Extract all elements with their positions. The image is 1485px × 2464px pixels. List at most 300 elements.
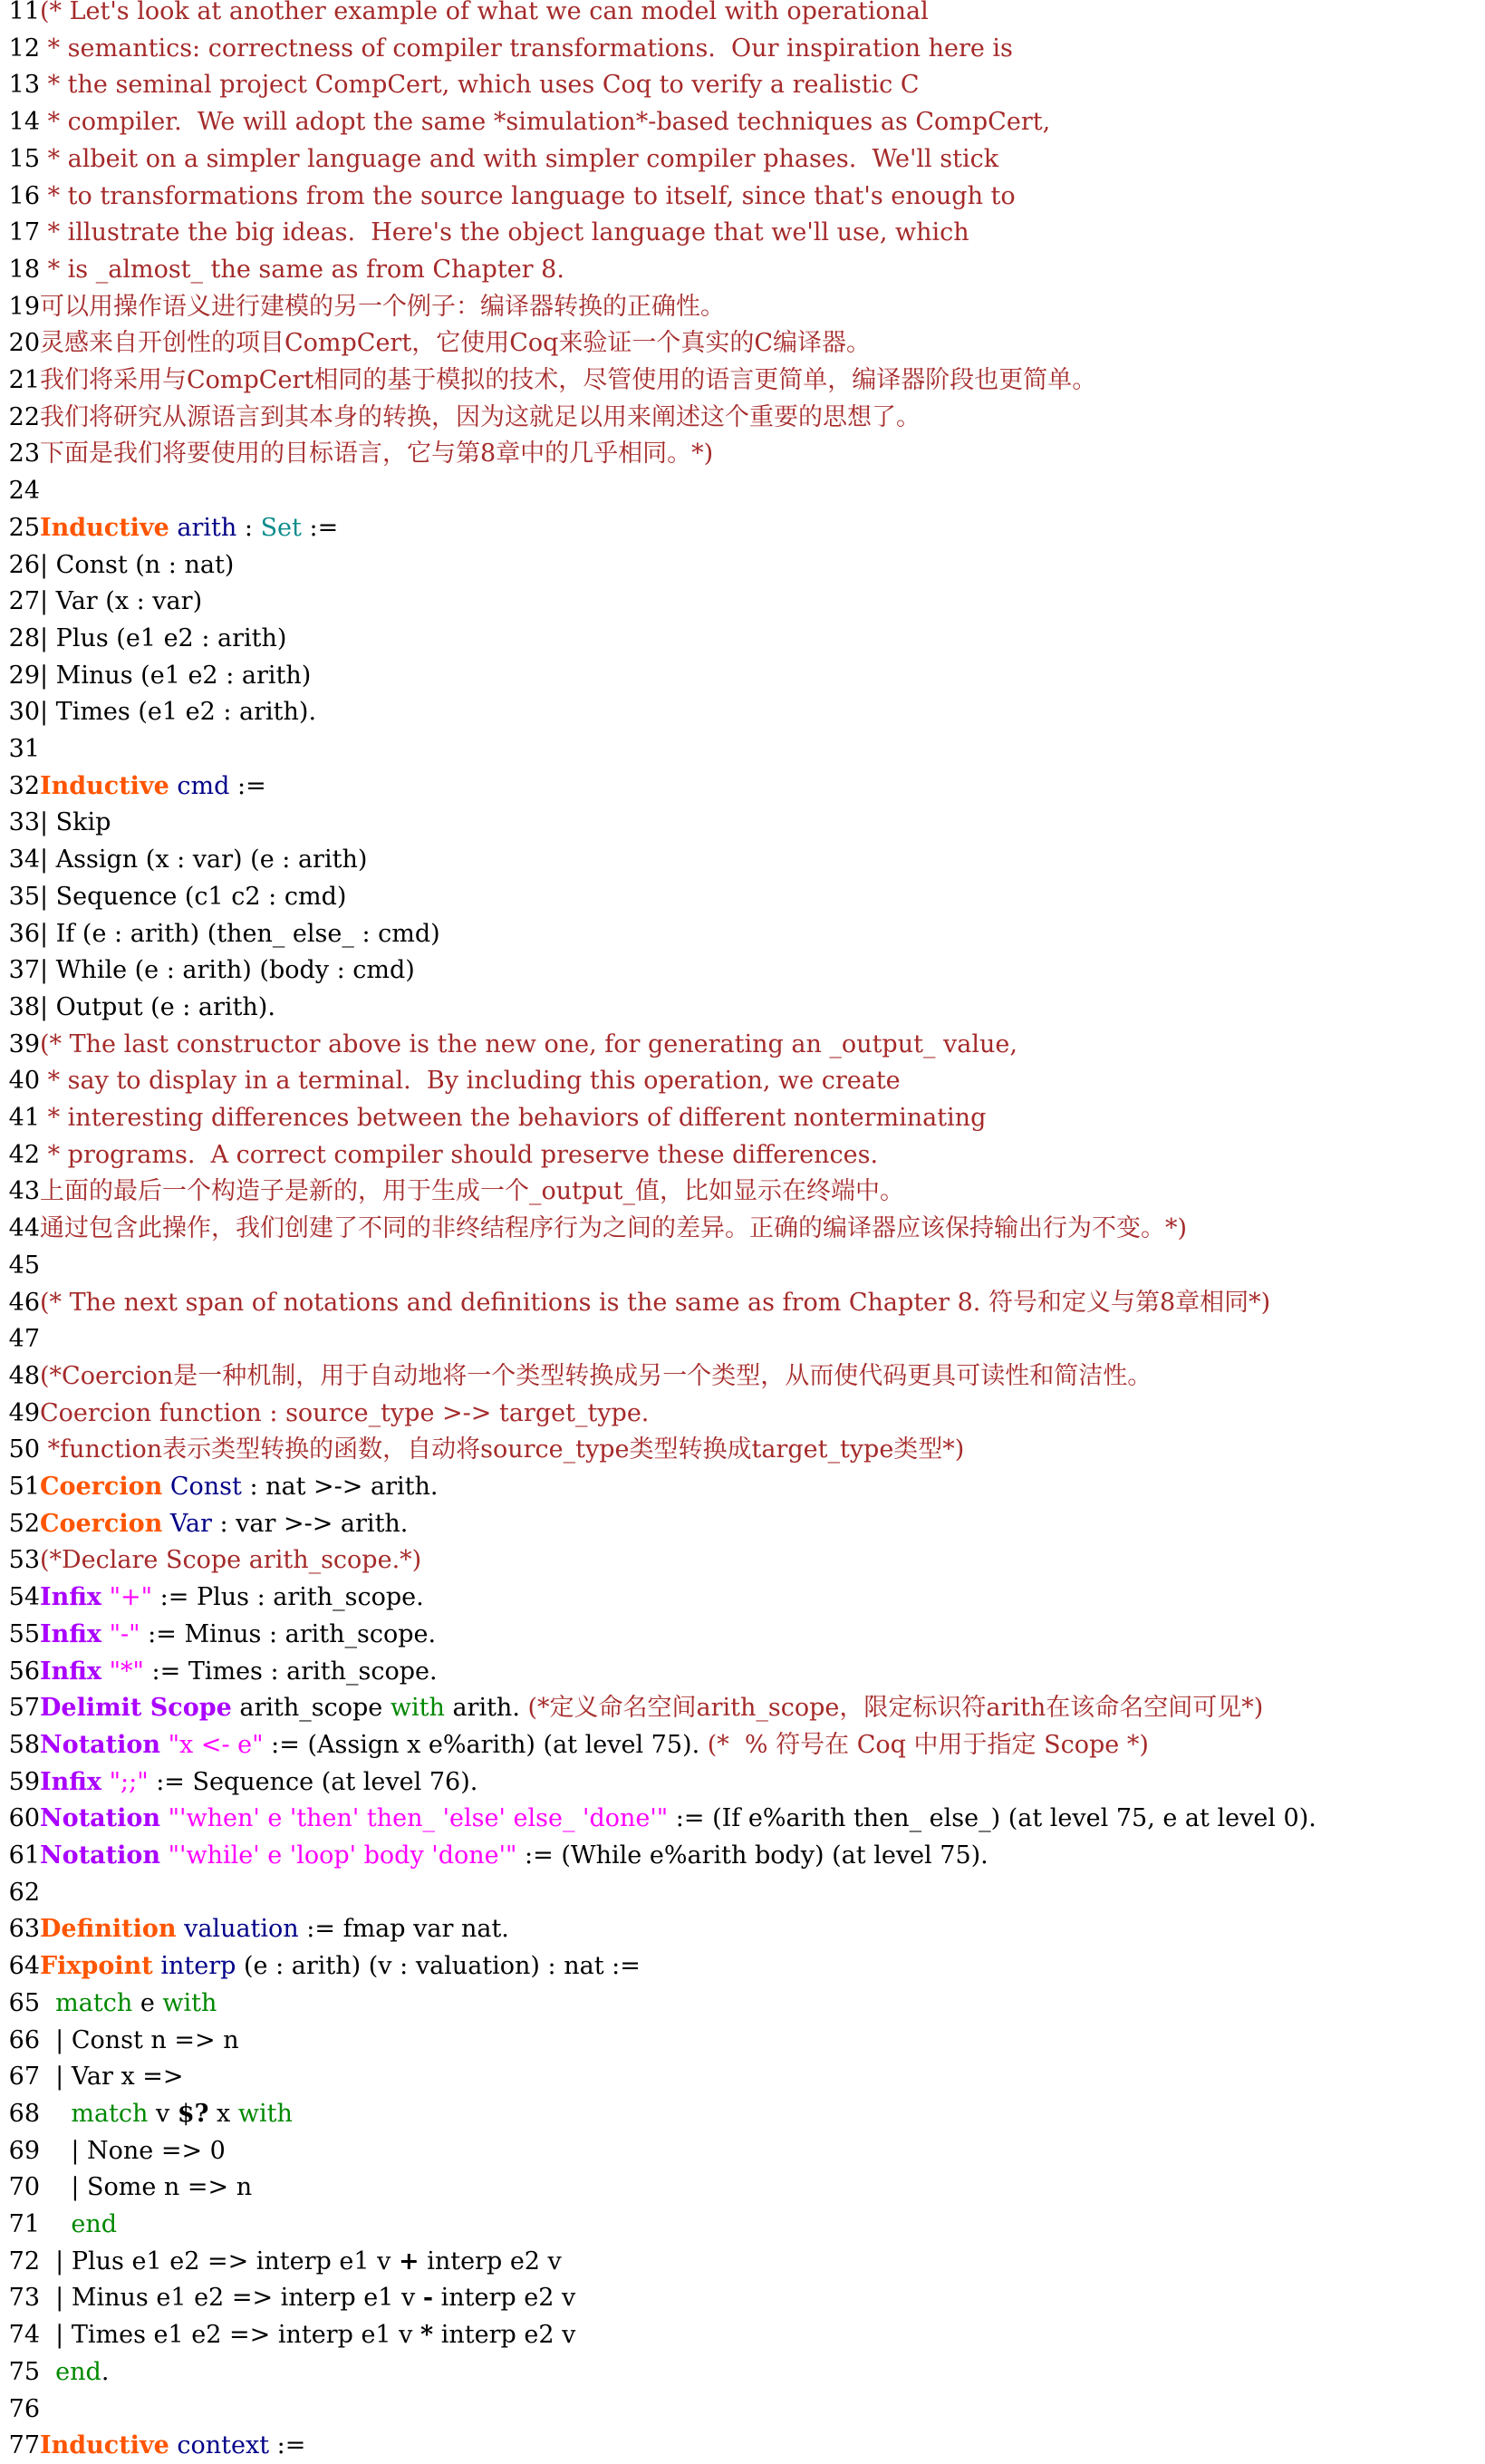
line-text	[40, 182, 1016, 210]
code-token: * is _almost_ the same as from Chapter 8.	[40, 255, 564, 284]
code-line	[0, 1838, 1485, 1874]
code-line	[0, 473, 1485, 509]
code-token	[160, 1841, 169, 1870]
line-number: 33	[8, 808, 40, 837]
line-number: 12	[8, 34, 40, 63]
code-token: 可以用操作语义进行建模的另一个例子：编译器转换的正确性。	[40, 292, 725, 321]
line-text	[40, 403, 921, 431]
code-line	[0, 1948, 1485, 1985]
code-token: Coercion	[40, 1473, 163, 1501]
code-line	[0, 1617, 1485, 1653]
code-token: | Plus e1 e2 => interp e1 v	[40, 2247, 399, 2276]
code-token: Infix	[40, 1583, 101, 1612]
line-number: 64	[8, 1952, 40, 1981]
code-token: * illustrate the big ideas. Here's the object language that we'll use, which	[40, 218, 969, 247]
code-line	[0, 952, 1485, 989]
line-number: 71	[8, 2210, 40, 2238]
code-token: arith_scope	[231, 1694, 391, 1723]
code-token: Inductive	[40, 2431, 169, 2460]
line-number: 32	[8, 771, 40, 800]
code-line	[0, 731, 1485, 768]
code-token: Var	[169, 1509, 212, 1538]
code-token: arith	[177, 513, 237, 542]
code-token: x	[208, 2099, 238, 2128]
line-text	[40, 772, 266, 800]
code-token: context	[177, 2431, 270, 2460]
code-token	[101, 1620, 110, 1648]
code-line	[0, 2059, 1485, 2095]
line-number: 62	[8, 1878, 40, 1907]
code-token: | Var x =>	[40, 2063, 184, 2092]
code-token: | Minus (e1 e2 : arith)	[40, 661, 312, 690]
line-text	[40, 808, 111, 836]
code-line	[0, 1986, 1485, 2022]
code-line	[0, 252, 1485, 288]
line-text	[40, 2210, 117, 2238]
code-token: (* % 符号在 Coq 中用于指定 Scope *)	[707, 1730, 1149, 1759]
code-token: Coercion function : source_type >-> target_type.	[40, 1398, 650, 1427]
code-token: arith.	[444, 1694, 528, 1723]
line-text	[40, 1546, 421, 1574]
line-text	[40, 1214, 1187, 1242]
code-token	[101, 1768, 110, 1796]
line-text	[40, 34, 1013, 63]
line-number: 41	[8, 1104, 40, 1132]
line-number: 59	[8, 1767, 40, 1796]
line-text	[40, 1804, 1316, 1832]
code-token: cmd	[177, 771, 230, 800]
line-text	[40, 1510, 408, 1538]
code-line	[0, 2354, 1485, 2391]
code-token: "+"	[109, 1583, 153, 1612]
code-token	[176, 1915, 184, 1943]
code-token: "'while' e 'loop' body 'done'"	[168, 1841, 517, 1870]
code-token: interp e2 v	[433, 2321, 576, 2350]
code-line	[0, 0, 1485, 30]
code-token: end	[71, 2210, 117, 2238]
code-line	[0, 1358, 1485, 1395]
line-text	[40, 2137, 226, 2165]
code-line	[0, 1174, 1485, 1210]
code-token: end	[55, 2357, 101, 2386]
line-number: 49	[8, 1398, 40, 1427]
code-line	[0, 1654, 1485, 1690]
line-number: 14	[8, 108, 40, 137]
line-text	[40, 329, 871, 357]
line-number: 22	[8, 402, 40, 431]
code-line	[0, 2207, 1485, 2243]
line-text	[40, 1141, 878, 1169]
code-token: := Times : arith_scope.	[143, 1657, 438, 1686]
line-number: 53	[8, 1546, 40, 1575]
code-token: * interesting differences between the behaviors of different nonterminating	[40, 1104, 987, 1132]
line-number: 15	[8, 144, 40, 173]
code-token: | Assign (x : var) (e : arith)	[40, 845, 368, 874]
line-number: 65	[8, 1988, 40, 2017]
code-token: "*"	[109, 1657, 144, 1686]
code-line	[0, 768, 1485, 805]
line-number: 11	[8, 0, 40, 25]
line-number: 48	[8, 1361, 40, 1390]
code-token: 我们将研究从源语言到其本身的转换，因为这就足以用来阐述这个重要的思想了。	[40, 402, 921, 431]
code-token: :=	[301, 513, 339, 542]
code-token: *function表示类型转换的函数，自动将source_type类型转换成target_type类型*)	[40, 1435, 965, 1464]
code-line	[0, 2244, 1485, 2280]
code-line	[0, 621, 1485, 657]
code-line	[0, 31, 1485, 67]
code-line	[0, 1911, 1485, 1947]
line-number: 46	[8, 1288, 40, 1317]
line-text	[40, 1731, 1149, 1759]
line-number: 20	[8, 329, 40, 358]
line-text	[40, 108, 1050, 136]
code-token: Notation	[40, 1730, 161, 1759]
code-token: | None => 0	[40, 2136, 226, 2165]
code-token: | Some n => n	[40, 2173, 253, 2202]
code-token: | Skip	[40, 808, 111, 837]
line-text	[40, 551, 234, 579]
code-token: * albeit on a simpler language and with simpler compiler phases. We'll stick	[40, 144, 999, 173]
code-token: := (While e%arith body) (at level 75).	[516, 1841, 988, 1870]
line-text	[40, 624, 286, 652]
line-text	[40, 1952, 641, 1980]
line-number: 74	[8, 2321, 40, 2350]
code-line	[0, 2096, 1485, 2132]
line-number: 52	[8, 1509, 40, 1538]
code-token: interp	[160, 1952, 236, 1981]
code-line	[0, 1690, 1485, 1726]
line-text	[40, 2321, 575, 2349]
code-line	[0, 2133, 1485, 2169]
code-line	[0, 547, 1485, 584]
line-text	[40, 366, 1096, 394]
line-text	[40, 514, 338, 542]
line-number: 61	[8, 1841, 40, 1870]
line-text	[40, 2284, 575, 2312]
code-token: ";;"	[109, 1767, 149, 1796]
line-text	[40, 1067, 901, 1095]
code-line	[0, 1469, 1485, 1505]
line-number: 28	[8, 623, 40, 652]
line-text	[40, 956, 415, 984]
line-number: 60	[8, 1804, 40, 1833]
line-text	[40, 1399, 649, 1427]
line-text	[40, 1841, 988, 1870]
code-line	[0, 805, 1485, 841]
line-number: 50	[8, 1435, 40, 1464]
code-token: | Plus (e1 e2 : arith)	[40, 623, 287, 652]
line-number: 18	[8, 255, 40, 284]
line-number: 66	[8, 2025, 40, 2054]
line-number: 21	[8, 366, 40, 394]
code-token: | Minus e1 e2 => interp e1 v	[40, 2284, 423, 2313]
code-token	[162, 1510, 170, 1538]
code-token: Delimit Scope	[40, 1694, 232, 1723]
line-number: 75	[8, 2357, 40, 2386]
code-token: Fixpoint	[40, 1952, 153, 1981]
code-token: * the seminal project CompCert, which uses Coq to verify a realistic C	[40, 71, 920, 100]
code-line	[0, 1248, 1485, 1284]
line-text	[40, 883, 346, 911]
code-token: (* The last constructor above is the new one, for generating an _output_ value,	[40, 1029, 1017, 1058]
code-token	[40, 2100, 71, 2128]
code-token: with	[162, 1988, 217, 2017]
line-text	[40, 2431, 305, 2459]
code-token: "-"	[109, 1619, 140, 1648]
line-text	[40, 698, 316, 726]
code-line	[0, 2280, 1485, 2316]
line-number: 29	[8, 661, 40, 690]
code-token: * compiler. We will adopt the same *simulation*-based techniques as CompCert,	[40, 108, 1051, 137]
line-text	[40, 2100, 293, 2128]
code-token: | Const n => n	[40, 2025, 239, 2054]
code-line	[0, 1321, 1485, 1358]
code-token	[162, 1473, 170, 1501]
line-text	[40, 1915, 509, 1943]
code-token: := Sequence (at level 76).	[148, 1767, 478, 1796]
line-number: 68	[8, 2099, 40, 2128]
line-text	[40, 993, 275, 1021]
code-line	[0, 1100, 1485, 1136]
code-token: * say to display in a terminal. By including this operation, we create	[40, 1067, 901, 1096]
code-token: "x <- e"	[168, 1730, 264, 1759]
line-number: 37	[8, 956, 40, 985]
line-number: 16	[8, 181, 40, 210]
code-token: (*定义命名空间arith_scope，限定标识符arith在该命名空间可见*)	[527, 1694, 1264, 1723]
code-token: Const	[169, 1473, 242, 1501]
code-token: | Output (e : arith).	[40, 992, 275, 1021]
code-line	[0, 400, 1485, 436]
code-line	[0, 694, 1485, 730]
line-number: 63	[8, 1915, 40, 1944]
line-text	[40, 218, 969, 246]
line-text	[40, 1177, 904, 1205]
line-text	[40, 1030, 1017, 1058]
code-line	[0, 916, 1485, 952]
line-text	[40, 1289, 1270, 1317]
code-token: :	[236, 513, 261, 542]
code-line	[0, 1801, 1485, 1837]
line-text	[40, 256, 564, 284]
line-number: 27	[8, 587, 40, 616]
code-token: | If (e : arith) (then_ else_ : cmd)	[40, 919, 440, 948]
code-line	[0, 1396, 1485, 1432]
code-line	[0, 2317, 1485, 2353]
line-number: 55	[8, 1619, 40, 1648]
line-text	[40, 587, 202, 615]
code-line	[0, 104, 1485, 140]
code-line	[0, 1027, 1485, 1063]
line-number: 42	[8, 1140, 40, 1169]
line-text	[40, 440, 713, 468]
code-line	[0, 436, 1485, 472]
line-number: 19	[8, 292, 40, 321]
line-number: 51	[8, 1473, 40, 1501]
line-number: 44	[8, 1214, 40, 1243]
line-text	[40, 2358, 109, 2386]
code-token: interp e2 v	[433, 2284, 576, 2313]
code-token: :=	[269, 2431, 306, 2460]
code-token: (*Coercion是一种机制，用于自动地将一个类型转换成另一个类型，从而使代码更具可读性和简洁性。	[40, 1361, 1152, 1390]
code-token	[40, 2358, 55, 2386]
code-token: Set	[260, 513, 302, 542]
line-number: 57	[8, 1694, 40, 1723]
code-line	[0, 215, 1485, 251]
line-number: 56	[8, 1657, 40, 1686]
line-text	[40, 71, 920, 99]
code-token: Notation	[40, 1804, 161, 1833]
code-token: := (Assign x e%arith) (at level 75).	[263, 1730, 708, 1759]
line-number: 17	[8, 218, 40, 247]
line-number: 39	[8, 1029, 40, 1058]
line-text	[40, 1657, 438, 1686]
code-token: Definition	[40, 1915, 177, 1944]
code-token: Infix	[40, 1767, 101, 1796]
line-text	[40, 1435, 964, 1464]
line-text	[40, 1583, 424, 1611]
line-text	[40, 2063, 184, 2091]
line-text	[40, 0, 929, 25]
code-token: 我们将采用与CompCert相同的基于模拟的技术，尽管使用的语言更简单，编译器阶段也更简单。	[40, 366, 1097, 394]
code-token: Inductive	[40, 771, 169, 800]
code-token: (* Let's look at another example of what we can model with operational	[40, 0, 929, 25]
code-line	[0, 658, 1485, 694]
code-line	[0, 141, 1485, 178]
code-token: := fmap var nat.	[298, 1915, 509, 1944]
code-token: := Minus : arith_scope.	[140, 1619, 437, 1648]
line-number: 67	[8, 2063, 40, 2092]
line-text	[40, 1362, 1152, 1390]
line-text	[40, 1104, 986, 1132]
code-token: | While (e : arith) (body : cmd)	[40, 956, 415, 985]
code-line	[0, 362, 1485, 399]
code-token: -	[422, 2284, 434, 2313]
line-number: 58	[8, 1730, 40, 1759]
line-number: 70	[8, 2173, 40, 2202]
line-number: 26	[8, 550, 40, 579]
code-token: | Var (x : var)	[40, 587, 203, 616]
code-line	[0, 510, 1485, 546]
line-text	[40, 145, 998, 173]
code-line	[0, 2392, 1485, 2428]
code-token: : var >-> arith.	[211, 1509, 409, 1538]
code-line	[0, 1506, 1485, 1542]
code-line	[0, 879, 1485, 915]
code-token: $?	[177, 2099, 209, 2128]
code-line	[0, 289, 1485, 325]
code-line	[0, 1137, 1485, 1174]
line-number: 30	[8, 698, 40, 727]
line-text	[40, 2247, 562, 2276]
line-number: 72	[8, 2247, 40, 2276]
code-token: 灵感来自开创性的项目CompCert，它使用Coq来验证一个真实的C编译器。	[40, 329, 872, 358]
code-line	[0, 1432, 1485, 1468]
code-token: :=	[229, 771, 266, 800]
line-number: 45	[8, 1251, 40, 1280]
line-text	[40, 1473, 438, 1501]
line-number: 54	[8, 1583, 40, 1612]
code-line	[0, 179, 1485, 215]
code-line	[0, 67, 1485, 103]
code-token: * to transformations from the source language to itself, since that's enough to	[40, 181, 1016, 210]
code-line	[0, 2428, 1485, 2464]
line-number: 73	[8, 2284, 40, 2313]
line-text	[40, 293, 725, 321]
line-text	[40, 1768, 477, 1796]
code-token: Notation	[40, 1841, 161, 1870]
code-token: with	[390, 1694, 445, 1723]
line-number: 31	[8, 735, 40, 763]
code-token: *	[420, 2321, 434, 2350]
code-token	[160, 1804, 169, 1832]
code-token: := (If e%arith then_ else_) (at level 75, e at level 0).	[668, 1804, 1316, 1833]
code-token: v	[148, 2099, 178, 2128]
code-token: (* The next span of notations and definitions is the same as from Chapter 8. 符号和定义与第8章相同*)	[40, 1288, 1271, 1317]
code-token: +	[398, 2247, 419, 2276]
code-line	[0, 2023, 1485, 2059]
code-token: : nat >-> arith.	[241, 1473, 439, 1501]
line-number: 76	[8, 2394, 40, 2423]
code-token: match	[71, 2099, 149, 2128]
code-line	[0, 1063, 1485, 1099]
line-text	[40, 1989, 217, 2017]
line-number: 24	[8, 477, 40, 506]
code-token: (*Declare Scope arith_scope.*)	[40, 1546, 422, 1575]
code-line	[0, 325, 1485, 362]
line-text	[40, 2026, 239, 2054]
line-number: 34	[8, 845, 40, 874]
line-text	[40, 662, 311, 690]
line-number: 69	[8, 2136, 40, 2165]
code-token: 下面是我们将要使用的目标语言，它与第8章中的几乎相同。*)	[40, 440, 714, 469]
code-line	[0, 842, 1485, 878]
code-token: Infix	[40, 1657, 101, 1686]
code-line	[0, 1285, 1485, 1321]
code-line	[0, 2169, 1485, 2206]
code-token: | Sequence (c1 c2 : cmd)	[40, 882, 347, 911]
code-line	[0, 1727, 1485, 1763]
code-token: | Times (e1 e2 : arith).	[40, 698, 317, 727]
code-token: | Times e1 e2 => interp e1 v	[40, 2321, 421, 2350]
code-token: 上面的最后一个构造子是新的，用于生成一个_output_值，比如显示在终端中。	[40, 1177, 905, 1206]
code-token: := Plus : arith_scope.	[152, 1583, 424, 1612]
line-number: 38	[8, 992, 40, 1021]
code-token: Coercion	[40, 1509, 163, 1538]
line-number: 35	[8, 882, 40, 911]
code-token: interp e2 v	[419, 2247, 562, 2276]
code-token	[101, 1657, 110, 1686]
code-line	[0, 990, 1485, 1026]
code-token	[40, 2210, 71, 2238]
code-line	[0, 1542, 1485, 1579]
code-token: * semantics: correctness of compiler transformations. Our inspiration here is	[40, 34, 1013, 63]
code-token: e	[132, 1988, 163, 2017]
code-token: Infix	[40, 1619, 101, 1648]
code-line	[0, 1764, 1485, 1801]
code-line	[0, 584, 1485, 620]
code-line	[0, 1211, 1485, 1247]
code-token: (e : arith) (v : valuation) : nat :=	[236, 1952, 641, 1981]
code-token: .	[101, 2357, 110, 2386]
code-token: valuation	[184, 1915, 299, 1944]
code-line	[0, 1875, 1485, 1911]
code-token: 通过包含此操作，我们创建了不同的非终结程序行为之间的差异。正确的编译器应该保持输出行为不变。*)	[40, 1214, 1188, 1243]
code-token: match	[55, 1988, 133, 2017]
line-number: 25	[8, 513, 40, 542]
line-number: 23	[8, 440, 40, 469]
code-token: | Const (n : nat)	[40, 550, 235, 579]
code-token	[160, 1731, 169, 1759]
